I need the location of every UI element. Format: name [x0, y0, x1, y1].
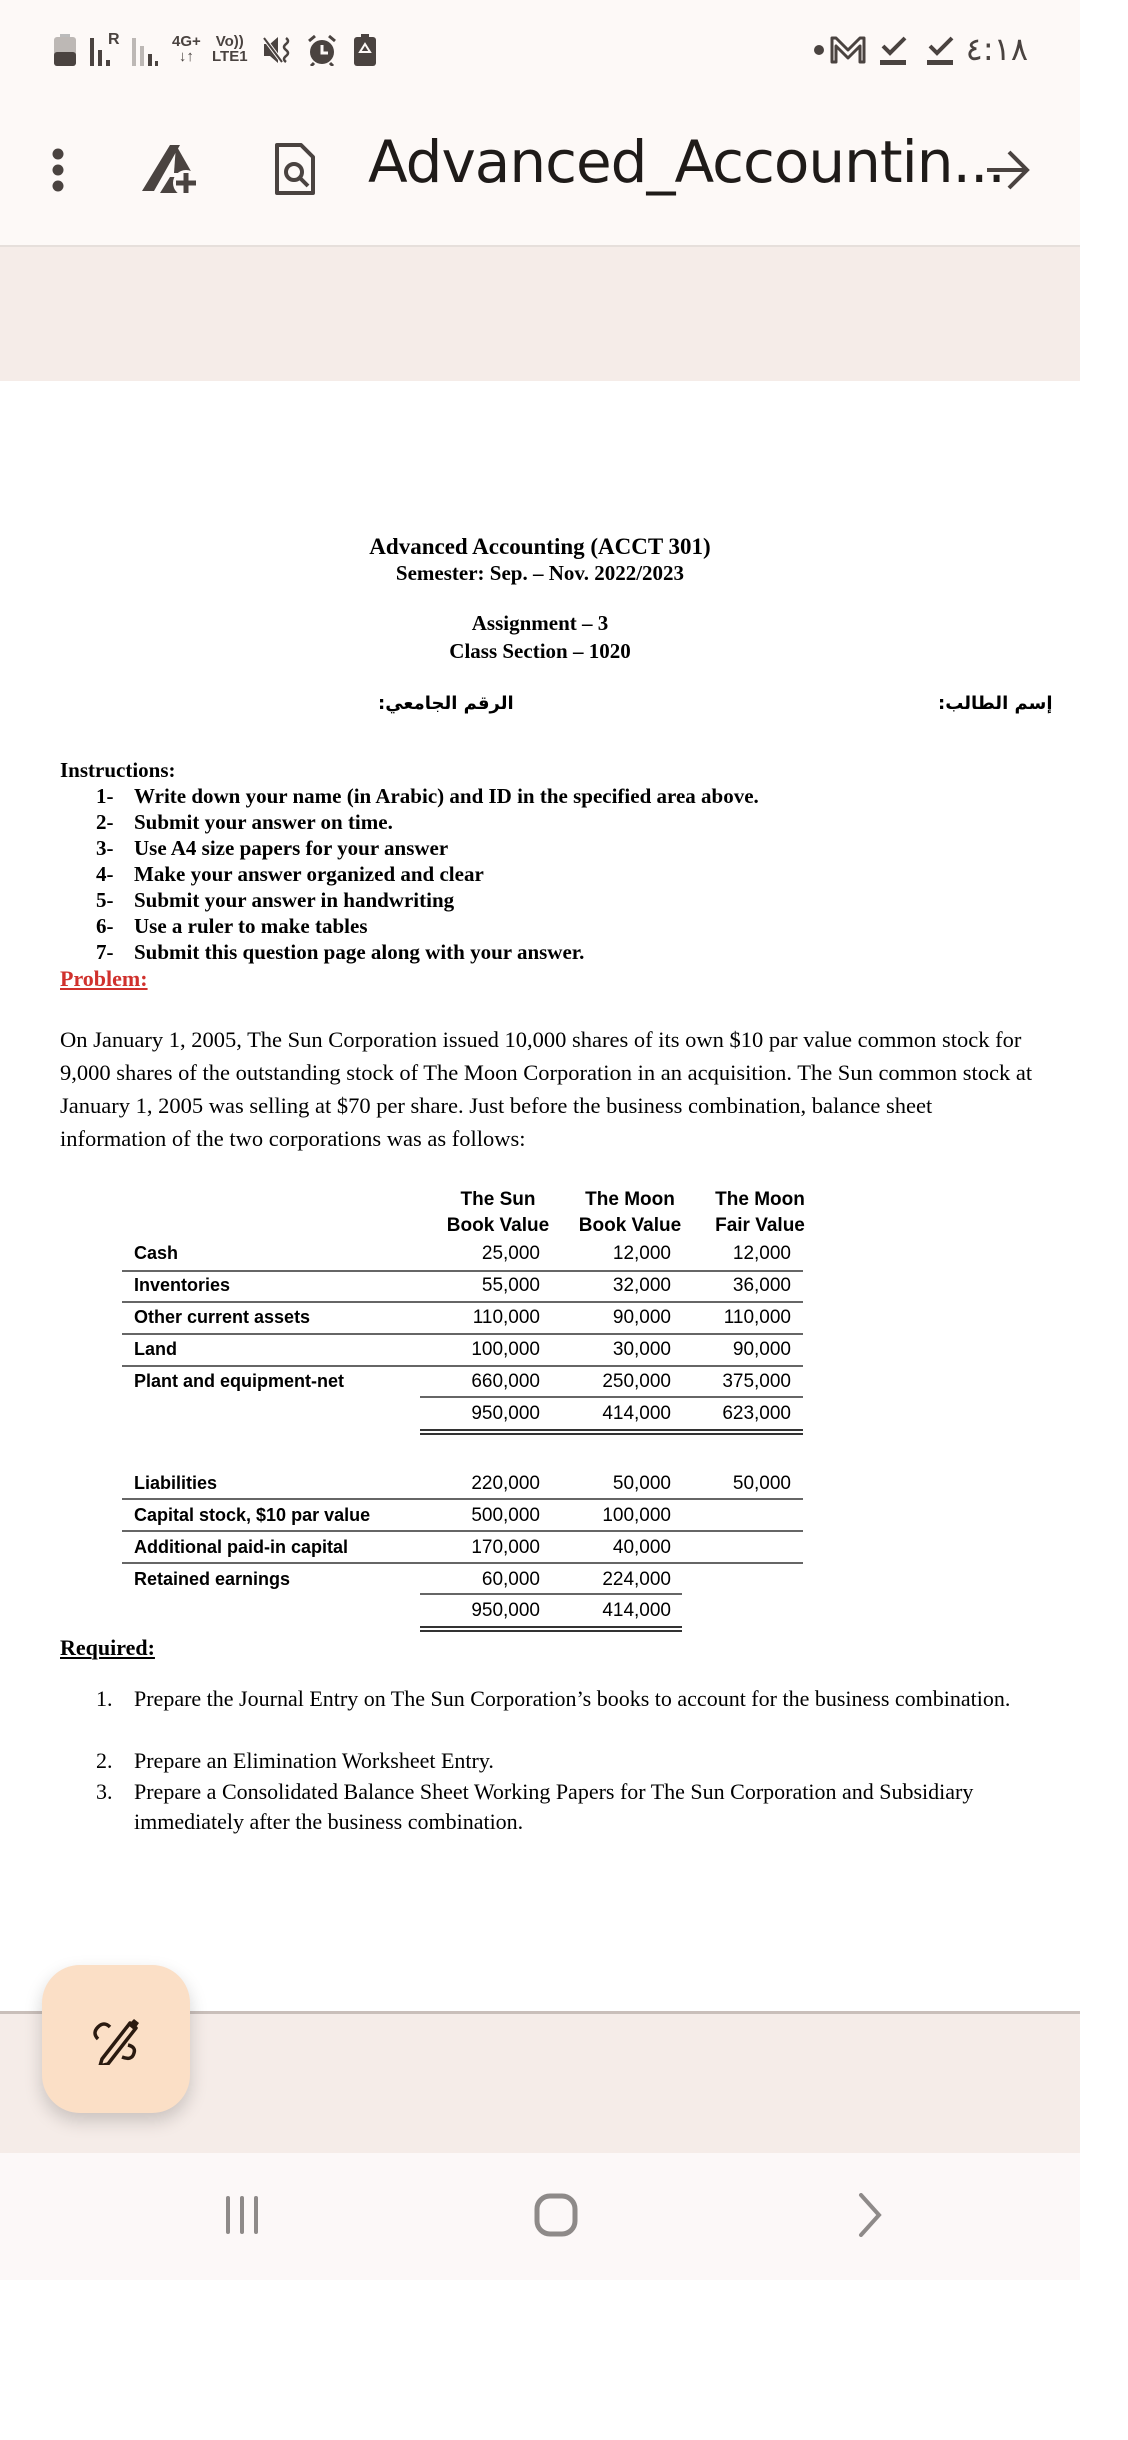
- cell: 12,000: [732, 1243, 791, 1264]
- instruction-item: 6- Use a ruler to make tables: [96, 914, 368, 938]
- row-divider: [122, 1365, 803, 1367]
- instruction-item: 3- Use A4 size papers for your answer: [96, 836, 449, 860]
- row-divider: [122, 1498, 803, 1500]
- back-icon[interactable]: [838, 2183, 902, 2247]
- problem-heading: Problem:: [60, 966, 148, 991]
- clock: ٤:١٨: [965, 30, 1028, 68]
- instruction-item: 7- Submit this question page along with your answer.: [96, 940, 585, 964]
- annotate-fab[interactable]: [42, 1965, 190, 2113]
- student-id-label: الرقم الجامعي:: [378, 693, 514, 714]
- cell: 250,000: [602, 1371, 671, 1392]
- signal-roaming-icon: R: [90, 34, 122, 66]
- row-divider: [122, 1562, 803, 1564]
- download-done-icon: [880, 34, 908, 66]
- instruction-item: 5- Submit your answer in handwriting: [96, 888, 455, 912]
- cell: 220,000: [471, 1473, 540, 1494]
- total-cell: 950,000: [471, 1600, 540, 1621]
- subtotal-line: [420, 1593, 682, 1595]
- status-bar: [0, 0, 1080, 100]
- cell: 660,000: [471, 1371, 540, 1392]
- cell: 224,000: [602, 1569, 671, 1590]
- cell: 30,000: [612, 1339, 671, 1360]
- total-double-line: [420, 1429, 803, 1435]
- col-header: The Moon Fair Value: [715, 1189, 805, 1236]
- find-in-page-icon[interactable]: [272, 134, 318, 206]
- download-done-icon: [927, 34, 955, 66]
- problem-text: On January 1, 2005, The Sun Corporation issued 10,000 shares of its own $10 par value common stock for 9,000 shares of the outstanding stock of The Moon Corporation in an acquisition. The Sun common stock at January 1, 2005 was selling at $70 per share. Just before the business combination, balance sheet information of the two corporations was as follows:: [60, 1027, 1033, 1151]
- required-item: 1. Prepare the Journal Entry on The Sun Corporation’s books to account for the business combination.: [96, 1686, 1011, 1711]
- battery-saver-icon: [354, 34, 376, 66]
- row-label: Capital stock, $10 par value: [134, 1505, 371, 1525]
- cell: 32,000: [612, 1275, 671, 1296]
- document-title: Advanced_Accountin...: [368, 128, 1005, 196]
- instruction-item: 1- Write down your name (in Arabic) and ID in the specified area above.: [96, 784, 759, 808]
- required-heading: Required:: [60, 1635, 155, 1660]
- cell: 12,000: [612, 1243, 671, 1264]
- instruction-item: 4- Make your answer organized and clear: [96, 862, 484, 886]
- gmail-icon: [830, 34, 866, 66]
- col-header: The Moon Book Value: [578, 1189, 682, 1236]
- required-item: 3. Prepare a Consolidated Balance Sheet Working Papers for The Sun Corporation and Subsidiary immediately after the business combination.: [96, 1779, 974, 1834]
- cell: 170,000: [471, 1537, 540, 1558]
- subtotal-line: [420, 1396, 803, 1398]
- system-nav-bar: [0, 2153, 1080, 2280]
- row-divider: [122, 1270, 803, 1272]
- col-header: The Sun Book Value: [446, 1189, 550, 1236]
- row-label: Inventories: [134, 1275, 231, 1295]
- row-divider: [122, 1301, 803, 1303]
- row-label: Liabilities: [134, 1473, 218, 1493]
- total-cell: 414,000: [602, 1403, 671, 1424]
- row-divider: [122, 1530, 803, 1532]
- cell: 90,000: [732, 1339, 791, 1360]
- cell: 36,000: [732, 1275, 791, 1296]
- required-item: 2. Prepare an Elimination Worksheet Entry.: [96, 1748, 494, 1773]
- semester: Semester: Sep. – Nov. 2022/2023: [395, 561, 685, 585]
- cell: 100,000: [602, 1505, 671, 1526]
- class-section: Class Section – 1020: [449, 639, 631, 663]
- home-icon[interactable]: [524, 2183, 588, 2247]
- cell: 100,000: [471, 1339, 540, 1360]
- total-cell: 414,000: [602, 1600, 671, 1621]
- page-gap: [0, 247, 1080, 381]
- cell: 110,000: [472, 1307, 540, 1328]
- assignment-number: Assignment – 3: [471, 611, 609, 635]
- cell: 50,000: [612, 1473, 671, 1494]
- total-cell: 950,000: [471, 1403, 540, 1424]
- cell: 40,000: [612, 1537, 671, 1558]
- recents-icon[interactable]: [210, 2183, 274, 2247]
- cell: 90,000: [612, 1307, 671, 1328]
- cell: 55,000: [481, 1275, 540, 1296]
- course-title: Advanced Accounting (ACCT 301): [369, 534, 711, 559]
- pdf-page[interactable]: [0, 381, 1080, 2014]
- row-divider: [122, 1333, 803, 1335]
- cell: 500,000: [471, 1505, 540, 1526]
- row-label: Cash: [134, 1243, 179, 1263]
- notification-dot-icon: [813, 34, 825, 66]
- total-cell: 623,000: [722, 1403, 791, 1424]
- signal-icon: [132, 34, 160, 66]
- cell: 375,000: [722, 1371, 791, 1392]
- instruction-item: 2- Submit your answer on time.: [96, 810, 393, 834]
- student-name-label: إسم الطالب:: [938, 693, 1053, 714]
- instructions-heading: Instructions:: [60, 758, 176, 782]
- total-double-line: [420, 1626, 682, 1632]
- cell: 25,000: [481, 1243, 540, 1264]
- row-label: Additional paid-in capital: [134, 1537, 349, 1557]
- add-to-drive-icon[interactable]: [136, 136, 204, 204]
- mute-vibrate-icon: [262, 34, 292, 66]
- row-label: Other current assets: [134, 1307, 311, 1327]
- row-label: Retained earnings: [134, 1569, 291, 1589]
- row-label: Land: [134, 1339, 177, 1359]
- row-label: Plant and equipment-net: [134, 1371, 345, 1391]
- volte-lte1-icon: Vo)) LTE1: [212, 33, 248, 65]
- edit-draw-icon: [92, 2013, 140, 2065]
- network-4g-plus-icon: 4G+ ↓↑: [172, 33, 201, 65]
- cell: 110,000: [723, 1307, 791, 1328]
- battery-icon: [54, 34, 76, 66]
- cell: 50,000: [732, 1473, 791, 1494]
- more-vert-icon[interactable]: [38, 140, 78, 200]
- cell: 60,000: [481, 1569, 540, 1590]
- alarm-icon: [306, 34, 338, 66]
